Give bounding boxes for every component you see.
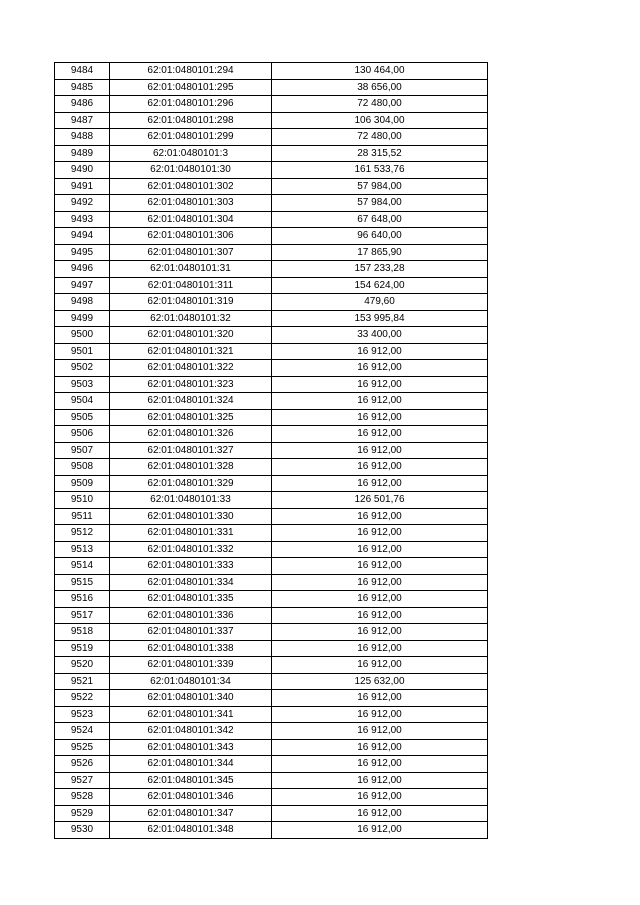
row-number-cell: 9526 <box>55 756 110 773</box>
table-row <box>55 409 488 426</box>
row-number-cell: 9520 <box>55 657 110 674</box>
table-row <box>55 343 488 360</box>
row-number-cell: 9522 <box>55 690 110 707</box>
row-number-cell: 9486 <box>55 96 110 113</box>
cadastral-number-cell: 62:01:0480101:341 <box>110 706 272 723</box>
cadastral-number-cell: 62:01:0480101:330 <box>110 508 272 525</box>
table-row <box>55 327 488 344</box>
row-number-cell: 9502 <box>55 360 110 377</box>
table-row <box>55 789 488 806</box>
row-number-cell: 9496 <box>55 261 110 278</box>
cadastral-number-cell: 62:01:0480101:347 <box>110 805 272 822</box>
row-number-cell: 9524 <box>55 723 110 740</box>
row-number-cell: 9487 <box>55 112 110 129</box>
value-cell: 17 865,90 <box>272 244 488 261</box>
value-cell: 16 912,00 <box>272 343 488 360</box>
value-cell: 16 912,00 <box>272 657 488 674</box>
value-cell: 16 912,00 <box>272 756 488 773</box>
table-row <box>55 822 488 839</box>
table-row <box>55 442 488 459</box>
cadastral-number-cell: 62:01:0480101:345 <box>110 772 272 789</box>
table-body <box>55 63 488 839</box>
cadastral-number-cell: 62:01:0480101:338 <box>110 640 272 657</box>
row-number-cell: 9499 <box>55 310 110 327</box>
table-row <box>55 739 488 756</box>
row-number-cell: 9510 <box>55 492 110 509</box>
value-cell: 479,60 <box>272 294 488 311</box>
table-row <box>55 723 488 740</box>
table-row <box>55 129 488 146</box>
row-number-cell: 9528 <box>55 789 110 806</box>
value-cell: 154 624,00 <box>272 277 488 294</box>
cadastral-number-cell: 62:01:0480101:344 <box>110 756 272 773</box>
table-row <box>55 277 488 294</box>
table-row <box>55 360 488 377</box>
value-cell: 16 912,00 <box>272 376 488 393</box>
value-cell: 16 912,00 <box>272 690 488 707</box>
cadastral-number-cell: 62:01:0480101:327 <box>110 442 272 459</box>
row-number-cell: 9506 <box>55 426 110 443</box>
row-number-cell: 9523 <box>55 706 110 723</box>
document-page <box>54 62 486 839</box>
cadastral-number-cell: 62:01:0480101:294 <box>110 63 272 80</box>
value-cell: 125 632,00 <box>272 673 488 690</box>
table-row <box>55 261 488 278</box>
row-number-cell: 9497 <box>55 277 110 294</box>
cadastral-number-cell: 62:01:0480101:319 <box>110 294 272 311</box>
value-cell: 157 233,28 <box>272 261 488 278</box>
table-row <box>55 541 488 558</box>
value-cell: 16 912,00 <box>272 360 488 377</box>
cadastral-number-cell: 62:01:0480101:346 <box>110 789 272 806</box>
value-cell: 126 501,76 <box>272 492 488 509</box>
cadastral-number-cell: 62:01:0480101:322 <box>110 360 272 377</box>
value-cell: 16 912,00 <box>272 640 488 657</box>
table-row <box>55 475 488 492</box>
value-cell: 16 912,00 <box>272 772 488 789</box>
cadastral-number-cell: 62:01:0480101:321 <box>110 343 272 360</box>
cadastral-number-cell: 62:01:0480101:331 <box>110 525 272 542</box>
row-number-cell: 9489 <box>55 145 110 162</box>
row-number-cell: 9505 <box>55 409 110 426</box>
value-cell: 16 912,00 <box>272 426 488 443</box>
row-number-cell: 9519 <box>55 640 110 657</box>
row-number-cell: 9492 <box>55 195 110 212</box>
cadastral-number-cell: 62:01:0480101:328 <box>110 459 272 476</box>
value-cell: 72 480,00 <box>272 129 488 146</box>
value-cell: 16 912,00 <box>272 789 488 806</box>
cadastral-number-cell: 62:01:0480101:33 <box>110 492 272 509</box>
row-number-cell: 9527 <box>55 772 110 789</box>
table-row <box>55 145 488 162</box>
cadastral-number-cell: 62:01:0480101:323 <box>110 376 272 393</box>
cadastral-number-cell: 62:01:0480101:333 <box>110 558 272 575</box>
table-row <box>55 706 488 723</box>
cadastral-number-cell: 62:01:0480101:295 <box>110 79 272 96</box>
value-cell: 57 984,00 <box>272 178 488 195</box>
cadastral-number-cell: 62:01:0480101:306 <box>110 228 272 245</box>
row-number-cell: 9504 <box>55 393 110 410</box>
cadastral-number-cell: 62:01:0480101:329 <box>110 475 272 492</box>
cadastral-number-cell: 62:01:0480101:296 <box>110 96 272 113</box>
cadastral-number-cell: 62:01:0480101:30 <box>110 162 272 179</box>
cadastral-number-cell: 62:01:0480101:31 <box>110 261 272 278</box>
table-row <box>55 63 488 80</box>
cadastral-number-cell: 62:01:0480101:298 <box>110 112 272 129</box>
value-cell: 16 912,00 <box>272 624 488 641</box>
value-cell: 16 912,00 <box>272 558 488 575</box>
table-row <box>55 310 488 327</box>
table-row <box>55 426 488 443</box>
table-row <box>55 657 488 674</box>
row-number-cell: 9512 <box>55 525 110 542</box>
table-row <box>55 525 488 542</box>
value-cell: 67 648,00 <box>272 211 488 228</box>
table-row <box>55 558 488 575</box>
table-row <box>55 805 488 822</box>
row-number-cell: 9494 <box>55 228 110 245</box>
row-number-cell: 9501 <box>55 343 110 360</box>
table-row <box>55 508 488 525</box>
row-number-cell: 9515 <box>55 574 110 591</box>
row-number-cell: 9485 <box>55 79 110 96</box>
table-row <box>55 673 488 690</box>
cadastral-number-cell: 62:01:0480101:302 <box>110 178 272 195</box>
cadastral-number-cell: 62:01:0480101:343 <box>110 739 272 756</box>
table-row <box>55 591 488 608</box>
row-number-cell: 9525 <box>55 739 110 756</box>
cadastral-number-cell: 62:01:0480101:299 <box>110 129 272 146</box>
row-number-cell: 9514 <box>55 558 110 575</box>
value-cell: 96 640,00 <box>272 228 488 245</box>
cadastral-number-cell: 62:01:0480101:337 <box>110 624 272 641</box>
value-cell: 130 464,00 <box>272 63 488 80</box>
table-row <box>55 162 488 179</box>
cadastral-number-cell: 62:01:0480101:342 <box>110 723 272 740</box>
value-cell: 16 912,00 <box>272 525 488 542</box>
row-number-cell: 9518 <box>55 624 110 641</box>
data-table <box>54 62 488 839</box>
row-number-cell: 9503 <box>55 376 110 393</box>
row-number-cell: 9529 <box>55 805 110 822</box>
value-cell: 16 912,00 <box>272 706 488 723</box>
value-cell: 16 912,00 <box>272 574 488 591</box>
cadastral-number-cell: 62:01:0480101:326 <box>110 426 272 443</box>
row-number-cell: 9507 <box>55 442 110 459</box>
table-row <box>55 492 488 509</box>
row-number-cell: 9516 <box>55 591 110 608</box>
value-cell: 106 304,00 <box>272 112 488 129</box>
table-row <box>55 96 488 113</box>
row-number-cell: 9530 <box>55 822 110 839</box>
value-cell: 28 315,52 <box>272 145 488 162</box>
value-cell: 16 912,00 <box>272 822 488 839</box>
row-number-cell: 9491 <box>55 178 110 195</box>
cadastral-number-cell: 62:01:0480101:307 <box>110 244 272 261</box>
table-row <box>55 574 488 591</box>
value-cell: 16 912,00 <box>272 739 488 756</box>
row-number-cell: 9513 <box>55 541 110 558</box>
table-row <box>55 211 488 228</box>
table-row <box>55 393 488 410</box>
cadastral-number-cell: 62:01:0480101:348 <box>110 822 272 839</box>
cadastral-number-cell: 62:01:0480101:34 <box>110 673 272 690</box>
row-number-cell: 9511 <box>55 508 110 525</box>
value-cell: 16 912,00 <box>272 723 488 740</box>
cadastral-number-cell: 62:01:0480101:336 <box>110 607 272 624</box>
row-number-cell: 9493 <box>55 211 110 228</box>
row-number-cell: 9484 <box>55 63 110 80</box>
table-row <box>55 607 488 624</box>
cadastral-number-cell: 62:01:0480101:340 <box>110 690 272 707</box>
row-number-cell: 9500 <box>55 327 110 344</box>
value-cell: 16 912,00 <box>272 541 488 558</box>
table-row <box>55 195 488 212</box>
value-cell: 16 912,00 <box>272 508 488 525</box>
cadastral-number-cell: 62:01:0480101:334 <box>110 574 272 591</box>
cadastral-number-cell: 62:01:0480101:304 <box>110 211 272 228</box>
cadastral-number-cell: 62:01:0480101:303 <box>110 195 272 212</box>
cadastral-number-cell: 62:01:0480101:332 <box>110 541 272 558</box>
value-cell: 72 480,00 <box>272 96 488 113</box>
cadastral-number-cell: 62:01:0480101:335 <box>110 591 272 608</box>
table-row <box>55 756 488 773</box>
cadastral-number-cell: 62:01:0480101:339 <box>110 657 272 674</box>
cadastral-number-cell: 62:01:0480101:324 <box>110 393 272 410</box>
table-row <box>55 376 488 393</box>
value-cell: 161 533,76 <box>272 162 488 179</box>
row-number-cell: 9509 <box>55 475 110 492</box>
table-row <box>55 79 488 96</box>
table-row <box>55 640 488 657</box>
value-cell: 16 912,00 <box>272 409 488 426</box>
row-number-cell: 9498 <box>55 294 110 311</box>
row-number-cell: 9488 <box>55 129 110 146</box>
value-cell: 16 912,00 <box>272 475 488 492</box>
value-cell: 16 912,00 <box>272 459 488 476</box>
row-number-cell: 9495 <box>55 244 110 261</box>
cadastral-number-cell: 62:01:0480101:311 <box>110 277 272 294</box>
table-row <box>55 112 488 129</box>
table-row <box>55 244 488 261</box>
value-cell: 57 984,00 <box>272 195 488 212</box>
table-row <box>55 772 488 789</box>
value-cell: 33 400,00 <box>272 327 488 344</box>
value-cell: 16 912,00 <box>272 591 488 608</box>
value-cell: 16 912,00 <box>272 393 488 410</box>
table-row <box>55 690 488 707</box>
value-cell: 16 912,00 <box>272 805 488 822</box>
table-row <box>55 294 488 311</box>
value-cell: 16 912,00 <box>272 607 488 624</box>
cadastral-number-cell: 62:01:0480101:320 <box>110 327 272 344</box>
value-cell: 38 656,00 <box>272 79 488 96</box>
value-cell: 16 912,00 <box>272 442 488 459</box>
row-number-cell: 9490 <box>55 162 110 179</box>
row-number-cell: 9517 <box>55 607 110 624</box>
cadastral-number-cell: 62:01:0480101:32 <box>110 310 272 327</box>
table-row <box>55 228 488 245</box>
cadastral-number-cell: 62:01:0480101:3 <box>110 145 272 162</box>
value-cell: 153 995,84 <box>272 310 488 327</box>
table-row <box>55 624 488 641</box>
table-row <box>55 178 488 195</box>
table-row <box>55 459 488 476</box>
cadastral-number-cell: 62:01:0480101:325 <box>110 409 272 426</box>
row-number-cell: 9521 <box>55 673 110 690</box>
row-number-cell: 9508 <box>55 459 110 476</box>
